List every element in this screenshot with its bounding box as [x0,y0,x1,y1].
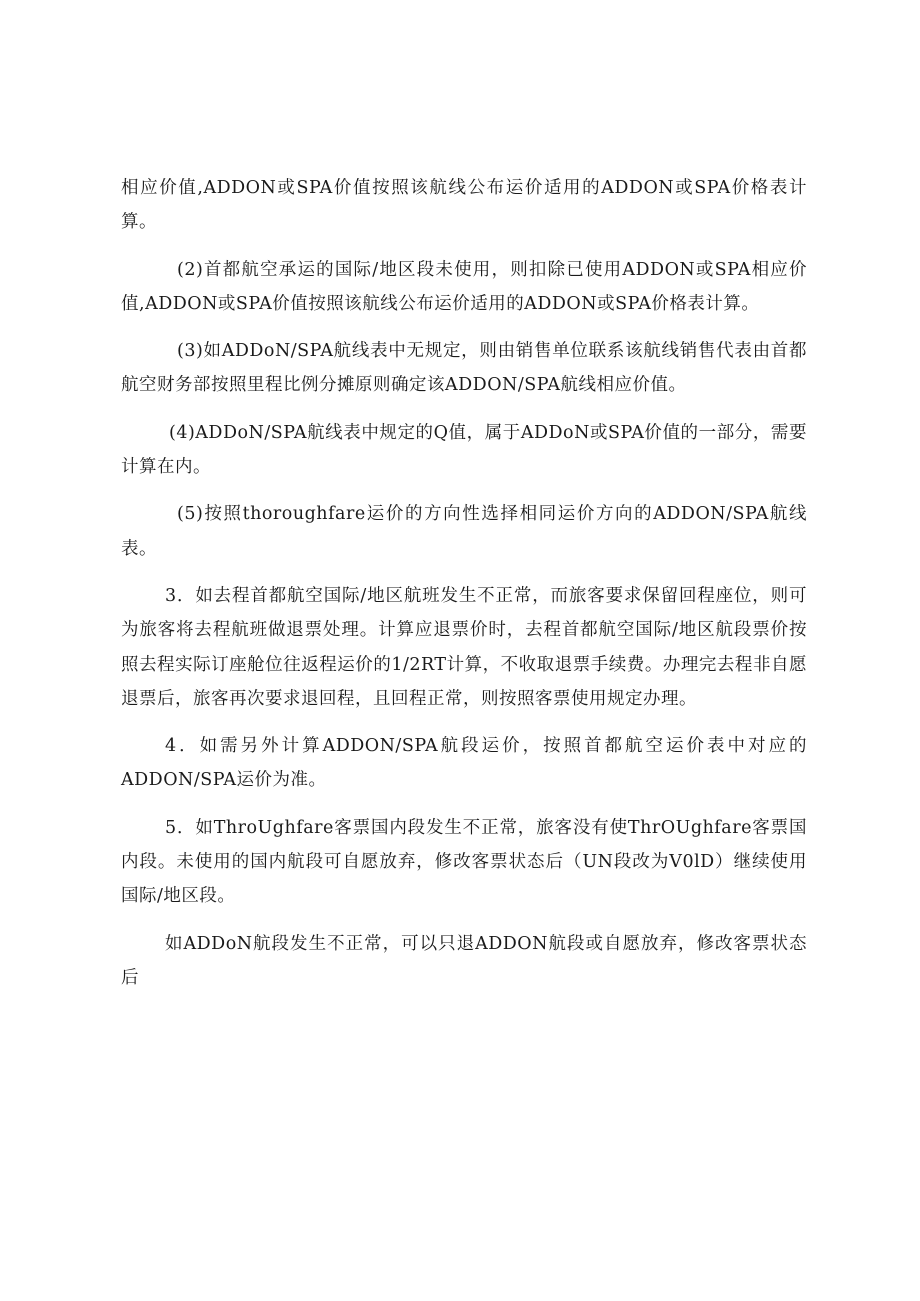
paragraph-item-4: (4)ADDoN/SPA航线表中规定的Q值，属于ADDoN或SPA价值的一部分，需要计算在内。 [121,422,807,478]
document-body [121,171,807,1008]
paragraph-rule-3: 3．如去程首都航空国际/地区航班发生不正常，而旅客要求保留回程座位，则可为旅客将去程航班做退票处理。计算应退票价时，去程首都航空国际/地区航段票价按照去程实际订座舱位往返程运价的1/2RT计算，不收取退票手续费。办理完去程非自愿退票后，旅客再次要求退回程，且回程正常，则按照客票使用规定办理。 [121,585,807,709]
paragraph-item-2: (2)首都航空承运的国际/地区段未使用，则扣除已使用ADDON或SPA相应价值,ADDON或SPA价值按照该航线公布运价适用的ADDON或SPA价格表计算。 [121,259,807,314]
paragraph-item-5: (5)按照thoroughfare运价的方向性选择相同运价方向的ADDON/SPA航线表。 [121,504,807,559]
paragraph-item-3: (3)如ADDoN/SPA航线表中无规定，则由销售单位联系该航线销售代表由首都航空财务部按照里程比例分摊原则确定该ADDON/SPA航线相应价值。 [121,341,807,396]
paragraph-rule-4: 4．如需另外计算ADDON/SPA航段运价，按照首都航空运价表中对应的ADDON/SPA运价为准。 [121,736,807,791]
paragraph-addon: 如ADDoN航段发生不正常，可以只退ADDON航段或自愿放弃，修改客票状态后 [121,933,807,988]
paragraph-rule-5: 5．如ThroUghfare客票国内段发生不正常，旅客没有使ThrOUghfare客票国内段。未使用的国内航段可自愿放弃，修改客票状态后（UN段改为V0lD）继续使用国际/地区段。 [121,817,807,907]
paragraph-continuation: 相应价值,ADDON或SPA价值按照该航线公布运价适用的ADDON或SPA价格表计算。 [121,178,807,233]
